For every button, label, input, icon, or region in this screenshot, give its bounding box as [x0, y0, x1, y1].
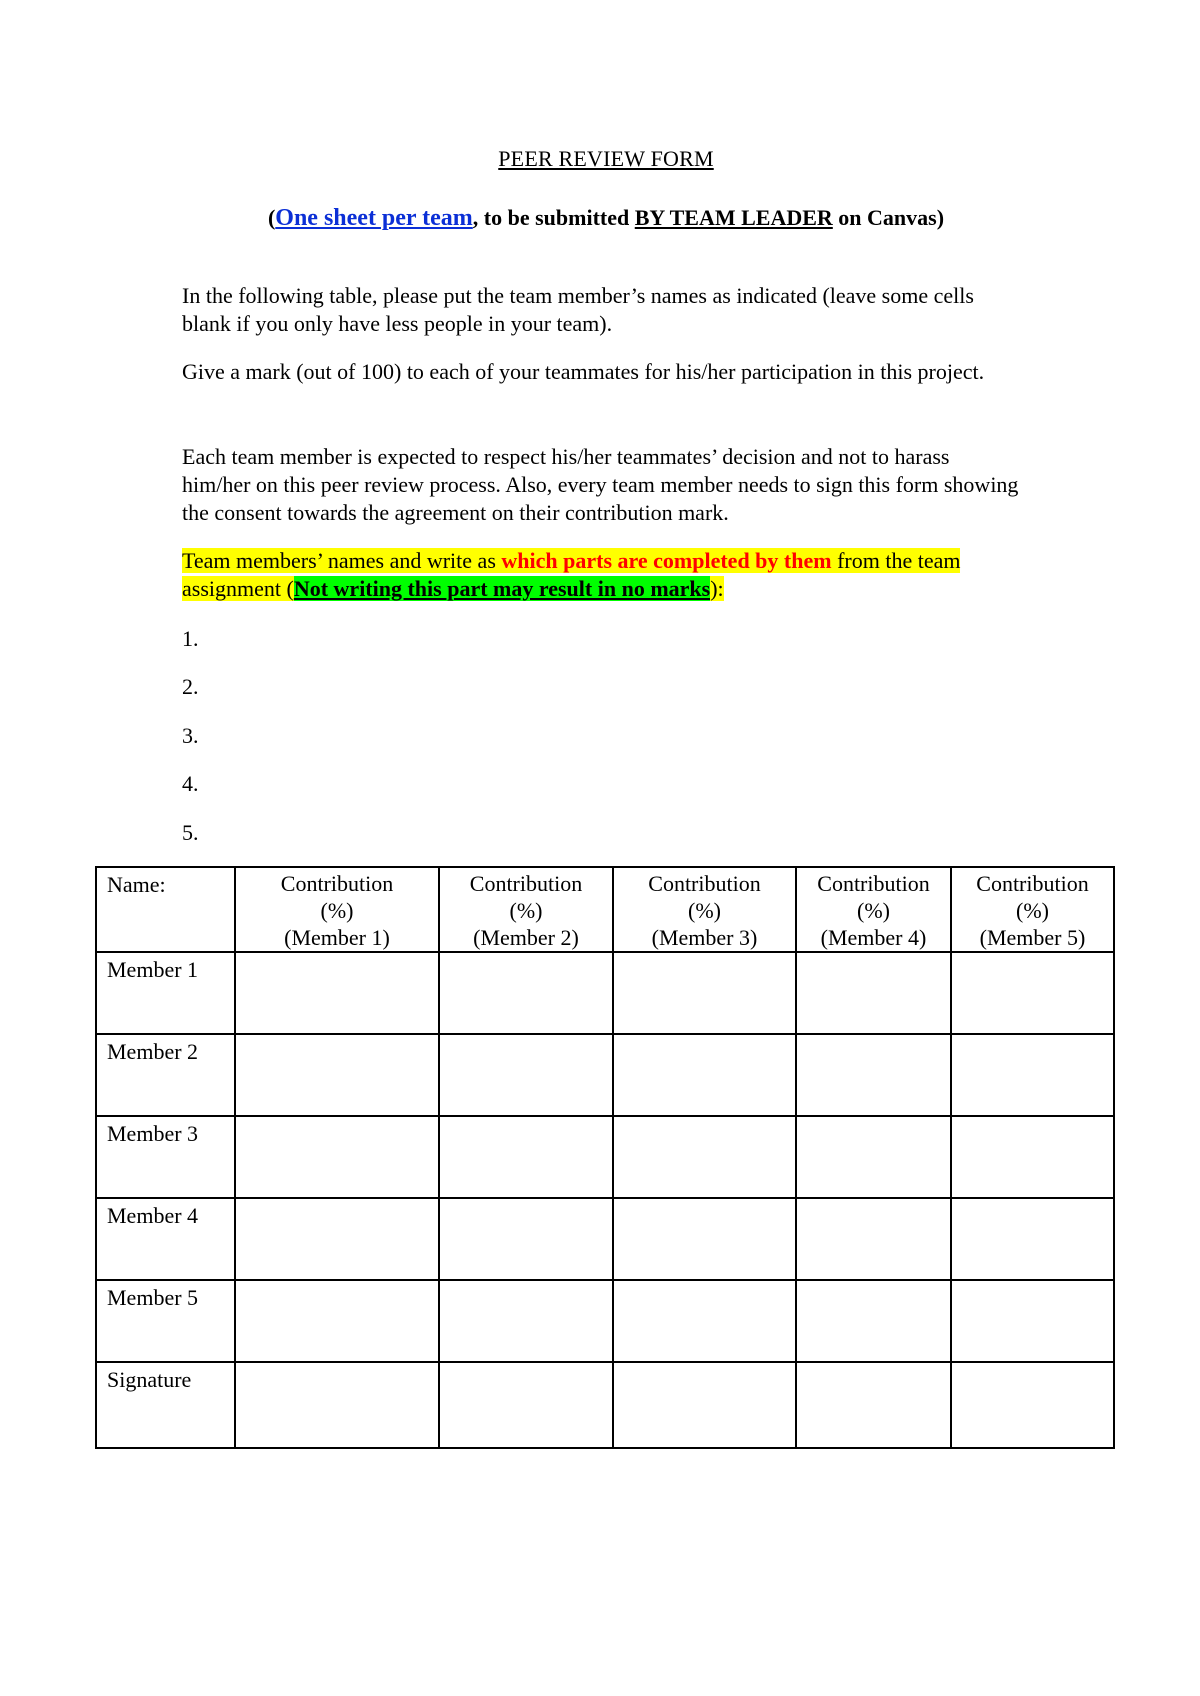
- header-line: Contribution: [469, 871, 583, 896]
- intro-paragraph-2: Give a mark (out of 100) to each of your teammates for his/her participation in this project.: [182, 359, 985, 384]
- header-line: (%): [688, 898, 721, 923]
- subtitle-open-paren: (: [267, 205, 276, 230]
- contribution-cell[interactable]: [613, 1116, 796, 1198]
- contribution-cell[interactable]: [796, 1280, 951, 1362]
- contribution-header-member-1: [235, 867, 439, 952]
- contribution-cell[interactable]: [951, 1280, 1114, 1362]
- subtitle-team-leader: BY TEAM LEADER: [634, 205, 833, 230]
- header-line: (Member 3): [651, 925, 758, 950]
- header-line: Contribution: [648, 871, 761, 896]
- contribution-cell[interactable]: [613, 1198, 796, 1280]
- list-item: 2.: [182, 674, 199, 699]
- instruction-part-1: Team members’ names and write as: [182, 548, 502, 573]
- contribution-cell[interactable]: [235, 1116, 439, 1198]
- contribution-cell[interactable]: [796, 1034, 951, 1116]
- header-line: (Member 4): [820, 925, 927, 950]
- table-row: [96, 1198, 1114, 1280]
- table-row: [96, 1280, 1114, 1362]
- instruction-part-3: ):: [710, 576, 724, 601]
- list-item: 5.: [182, 820, 199, 845]
- table-header-row: [96, 867, 1114, 952]
- list-item: 4.: [182, 771, 199, 796]
- signature-cell[interactable]: [613, 1362, 796, 1448]
- contribution-header-member-5: [951, 867, 1114, 952]
- subtitle-middle: , to be submitted: [472, 205, 635, 230]
- row-label-member-4: Member 4: [96, 1198, 235, 1280]
- row-label-member-5: Member 5: [96, 1280, 235, 1362]
- subtitle: [0, 205, 1200, 232]
- signature-cell[interactable]: [951, 1362, 1114, 1448]
- signature-row: [96, 1362, 1114, 1448]
- subtitle-end: on Canvas): [832, 205, 945, 230]
- contribution-cell[interactable]: [951, 1198, 1114, 1280]
- instruction-red-emphasis: which parts are completed by them: [501, 548, 832, 573]
- contribution-cell[interactable]: [951, 1116, 1114, 1198]
- table-row: [96, 1116, 1114, 1198]
- signature-cell[interactable]: [439, 1362, 613, 1448]
- list-item: 1.: [182, 626, 199, 651]
- contribution-cell[interactable]: [235, 952, 439, 1034]
- contribution-cell[interactable]: [439, 1116, 613, 1198]
- header-line: (Member 5): [979, 925, 1086, 950]
- header-line: Contribution: [280, 871, 394, 896]
- table-row: [96, 1034, 1114, 1116]
- contribution-cell[interactable]: [951, 1034, 1114, 1116]
- intro-paragraph-1: In the following table, please put the team member’s names as indicated (leave some cells blank if you only have less people in your team).: [182, 283, 974, 336]
- header-line: (%): [509, 898, 543, 923]
- contribution-cell[interactable]: [613, 1034, 796, 1116]
- signature-cell[interactable]: [796, 1362, 951, 1448]
- signature-cell[interactable]: [235, 1362, 439, 1448]
- contribution-cell[interactable]: [235, 1280, 439, 1362]
- contribution-cell[interactable]: [796, 1198, 951, 1280]
- peer-review-table: [95, 866, 1115, 1449]
- contribution-cell[interactable]: [796, 1116, 951, 1198]
- contribution-cell[interactable]: [796, 952, 951, 1034]
- page-title: PEER REVIEW FORM: [498, 146, 714, 171]
- header-line: (Member 2): [473, 925, 579, 950]
- contribution-cell[interactable]: [613, 1280, 796, 1362]
- contribution-cell[interactable]: [235, 1198, 439, 1280]
- contribution-cell[interactable]: [951, 952, 1114, 1034]
- intro-paragraph-3: Each team member is expected to respect his/her teammates’ decision and not to harass him/her on this peer review process. Also, every team member needs to sign this form showing the consent towards the agreement on their contribution mark.: [182, 444, 1019, 525]
- contribution-header-member-2: [439, 867, 613, 952]
- row-label-member-1: Member 1: [96, 952, 235, 1034]
- contribution-cell[interactable]: [439, 1280, 613, 1362]
- header-line: Contribution: [976, 871, 1089, 896]
- header-line: (Member 1): [284, 925, 390, 950]
- instruction-paragraph: [182, 547, 1022, 603]
- name-header: Name:: [96, 867, 235, 952]
- contribution-cell[interactable]: [439, 952, 613, 1034]
- row-label-signature: Signature: [96, 1362, 235, 1448]
- contribution-cell[interactable]: [439, 1198, 613, 1280]
- contribution-header-member-3: [613, 867, 796, 952]
- contribution-cell[interactable]: [439, 1034, 613, 1116]
- list-item: 3.: [182, 723, 199, 748]
- row-label-member-3: Member 3: [96, 1116, 235, 1198]
- header-line: Contribution: [817, 871, 930, 896]
- row-label-member-2: Member 2: [96, 1034, 235, 1116]
- table-row: [96, 952, 1114, 1034]
- header-line: (%): [857, 898, 890, 923]
- contribution-cell[interactable]: [613, 952, 796, 1034]
- contribution-cell[interactable]: [235, 1034, 439, 1116]
- instruction-part-2: from the team assignment (: [182, 548, 961, 601]
- header-line: (%): [320, 898, 354, 923]
- header-line: (%): [1016, 898, 1049, 923]
- one-sheet-link[interactable]: One sheet per team: [275, 205, 473, 231]
- contribution-header-member-4: [796, 867, 951, 952]
- instruction-green-warning: Not writing this part may result in no marks: [293, 576, 711, 601]
